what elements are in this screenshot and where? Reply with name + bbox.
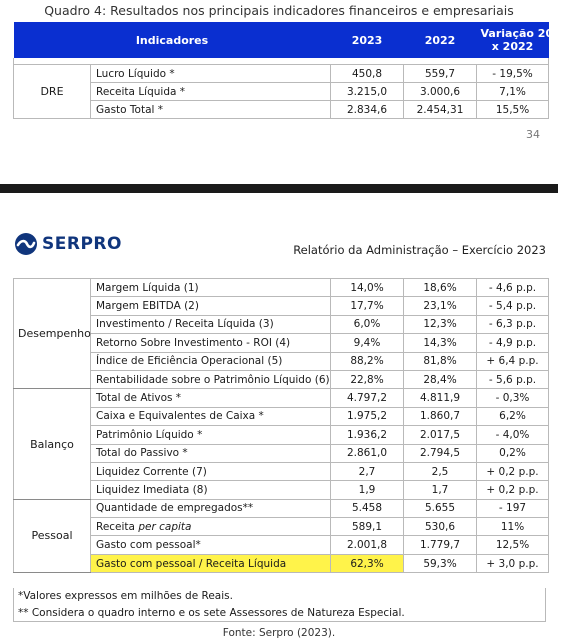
value-2022: 12,3% [404, 315, 477, 333]
value-2023: 450,8 [331, 65, 404, 83]
value-2023: 22,8% [331, 370, 404, 388]
value-2023: 6,0% [331, 315, 404, 333]
group-dre: DRE [14, 65, 91, 119]
row-label: Liquidez Imediata (8) [91, 481, 331, 499]
value-variation: + 0,2 p.p. [477, 462, 549, 480]
value-variation: + 6,4 p.p. [477, 352, 549, 370]
value-variation: - 19,5% [477, 65, 549, 83]
table-row [14, 407, 549, 425]
value-variation: + 3,0 p.p. [477, 554, 549, 572]
group-balano: Balanço [14, 389, 91, 499]
value-2022: 3.000,6 [404, 83, 477, 101]
value-2022: 1,7 [404, 481, 477, 499]
header-indicadores: Indicadores [14, 22, 331, 58]
value-2022: 59,3% [404, 554, 477, 572]
header-variacao-line1: Variação 2023 [480, 27, 568, 40]
row-label [91, 518, 331, 536]
value-2022: 530,6 [404, 518, 477, 536]
row-label-italic: per capita [138, 520, 192, 533]
value-2023: 9,4% [331, 334, 404, 352]
page-divider [0, 184, 558, 193]
value-2022: 18,6% [404, 279, 477, 297]
row-label: Retorno Sobre Investimento - ROI (4) [91, 334, 331, 352]
table-row [14, 481, 549, 499]
value-variation: - 4,9 p.p. [477, 334, 549, 352]
serpro-logo [14, 232, 122, 256]
value-2023: 17,7% [331, 297, 404, 315]
row-label: Quantidade de empregados** [91, 499, 331, 517]
value-2022: 81,8% [404, 352, 477, 370]
value-variation: - 5,6 p.p. [477, 370, 549, 388]
row-label: Liquidez Corrente (7) [91, 462, 331, 480]
value-2023: 589,1 [331, 518, 404, 536]
value-variation: 15,5% [477, 101, 549, 119]
value-2023: 62,3% [331, 554, 404, 572]
source-note: Fonte: Serpro (2023). [222, 627, 336, 639]
value-2022: 5.655 [404, 499, 477, 517]
value-2022: 2.017,5 [404, 426, 477, 444]
value-2022: 2,5 [404, 462, 477, 480]
report-title: Relatório da Administração – Exercício 2023 [293, 243, 546, 257]
table-caption: Quadro 4: Resultados nos principais indicadores financeiros e empresariais [44, 3, 514, 18]
value-variation: 12,5% [477, 536, 549, 554]
row-label: Patrimônio Líquido * [91, 426, 331, 444]
value-variation: 6,2% [477, 407, 549, 425]
value-variation: 11% [477, 518, 549, 536]
value-2023: 2.834,6 [331, 101, 404, 119]
value-2023: 1.975,2 [331, 407, 404, 425]
value-2023: 4.797,2 [331, 389, 404, 407]
row-label: Caixa e Equivalentes de Caixa * [91, 407, 331, 425]
value-2022: 2.794,5 [404, 444, 477, 462]
value-2022: 14,3% [404, 334, 477, 352]
value-2023: 2,7 [331, 462, 404, 480]
table-row [14, 315, 549, 333]
page-number: 34 [526, 128, 540, 141]
table-row [14, 370, 549, 388]
row-label: Total de Ativos * [91, 389, 331, 407]
value-variation: + 0,2 p.p. [477, 481, 549, 499]
value-2022: 559,7 [404, 65, 477, 83]
value-2022: 1.860,7 [404, 407, 477, 425]
table-row [14, 426, 549, 444]
note-1: *Valores expressos em milhões de Reais. [18, 590, 233, 602]
group-pessoal: Pessoal [14, 499, 91, 573]
value-variation: - 4,0% [477, 426, 549, 444]
value-2022: 1.779,7 [404, 536, 477, 554]
note-2: ** Considera o quadro interno e os sete Assessores de Natureza Especial. [18, 607, 405, 619]
table-row [14, 279, 549, 297]
table-row [14, 444, 549, 462]
value-2022: 23,1% [404, 297, 477, 315]
value-variation: - 0,3% [477, 389, 549, 407]
row-label: Margem EBITDA (2) [91, 297, 331, 315]
value-2023: 14,0% [331, 279, 404, 297]
header-2022: 2022 [404, 22, 477, 58]
row-label: Gasto com pessoal* [91, 536, 331, 554]
header-variacao-line2: x 2022 [491, 40, 534, 53]
table-row [14, 297, 549, 315]
header-variacao [477, 22, 568, 58]
row-label: Gasto com pessoal / Receita Líquida [91, 554, 331, 572]
table-row [14, 554, 549, 572]
row-label: Gasto Total * [91, 101, 331, 119]
table-row [14, 462, 549, 480]
row-label: Receita Líquida * [91, 83, 331, 101]
value-2023: 2.001,8 [331, 536, 404, 554]
value-variation: - 4,6 p.p. [477, 279, 549, 297]
notes-box [13, 588, 546, 622]
financial-indicators-table [13, 22, 568, 119]
row-label-text: Receita [96, 520, 139, 533]
row-label: Lucro Líquido * [91, 65, 331, 83]
row-label: Margem Líquida (1) [91, 279, 331, 297]
value-variation: 7,1% [477, 83, 549, 101]
value-2023: 1.936,2 [331, 426, 404, 444]
table-row [14, 536, 549, 554]
value-2022: 28,4% [404, 370, 477, 388]
table-row [14, 334, 549, 352]
value-2022: 4.811,9 [404, 389, 477, 407]
row-label: Rentabilidade sobre o Patrimônio Líquido (6) [91, 370, 331, 388]
table-row [14, 499, 549, 517]
header-2023: 2023 [331, 22, 404, 58]
row-label: Total do Passivo * [91, 444, 331, 462]
value-2023: 1,9 [331, 481, 404, 499]
group-desempenho: Desempenho [14, 279, 91, 389]
value-variation: 0,2% [477, 444, 549, 462]
row-label: Investimento / Receita Líquida (3) [91, 315, 331, 333]
row-label: Índice de Eficiência Operacional (5) [91, 352, 331, 370]
value-variation: - 6,3 p.p. [477, 315, 549, 333]
value-2023: 2.861,0 [331, 444, 404, 462]
value-2023: 3.215,0 [331, 83, 404, 101]
table-row [14, 518, 549, 536]
value-variation: - 197 [477, 499, 549, 517]
value-2023: 88,2% [331, 352, 404, 370]
logo-text: SERPRO [42, 234, 122, 254]
table-row [14, 389, 549, 407]
indicators-table [13, 278, 549, 573]
value-variation: - 5,4 p.p. [477, 297, 549, 315]
value-2023: 5.458 [331, 499, 404, 517]
table-row [14, 352, 549, 370]
serpro-logo-icon [14, 232, 38, 256]
value-2022: 2.454,31 [404, 101, 477, 119]
